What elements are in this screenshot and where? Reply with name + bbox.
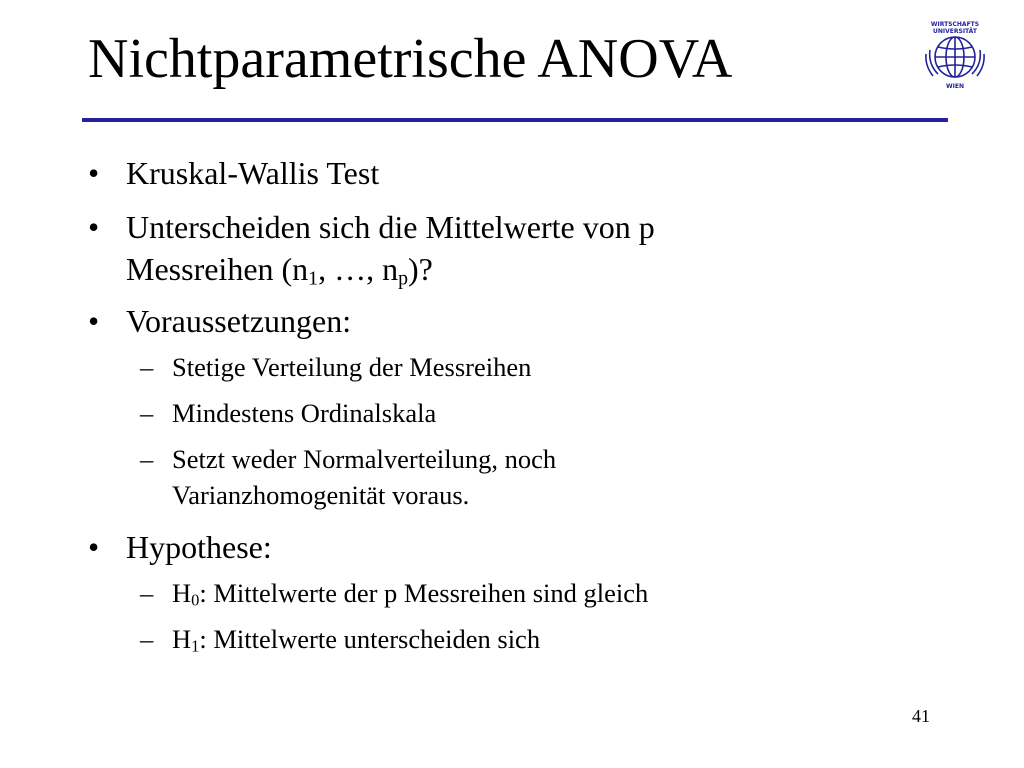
bullet-text-line-1: Unterscheiden sich die Mittelwerte von p — [126, 209, 655, 245]
slide-title: Nichtparametrische ANOVA — [88, 28, 733, 90]
bullet-text: Voraussetzungen: — [126, 303, 352, 339]
dash-marker: – — [140, 398, 154, 428]
sub-bullet-text: Stetige Verteilung der Messreihen — [172, 352, 532, 382]
sub-bullet-text: Mindestens Ordinalskala — [172, 398, 437, 428]
hypothesis-h0-text: $H_0$: Mittelwerte der p Messreihen sind gleich — [172, 578, 649, 610]
university-globe-logo-icon — [920, 20, 990, 90]
dash-marker: – — [140, 578, 154, 608]
svg-text:WIRTSCHAFTS: WIRTSCHAFTS — [930, 21, 980, 28]
bullet-marker: • — [88, 529, 100, 565]
bullet-text-line-2: Messreihen ($n_1$, …, $n_p$)? — [126, 251, 433, 290]
bullet-marker: • — [88, 303, 100, 339]
dash-marker: – — [140, 624, 154, 654]
sub-bullet-text-line-2: Varianzhomogenität voraus. — [172, 480, 470, 510]
dash-marker: – — [140, 352, 154, 382]
sub-bullet-text-line-1: Setzt weder Normalverteilung, noch — [172, 444, 557, 474]
hypothesis-h1-text: $H_1$: Mittelwerte unterscheiden sich — [172, 624, 541, 656]
title-underline — [82, 118, 948, 122]
bullet-text: Kruskal-Wallis Test — [126, 155, 380, 191]
dash-marker: – — [140, 444, 154, 474]
svg-text:UNIVERSITÄT: UNIVERSITÄT — [933, 28, 977, 35]
bullet-marker: • — [88, 155, 100, 191]
bullet-text: Hypothese: — [126, 529, 272, 565]
svg-text:WIEN: WIEN — [946, 83, 964, 90]
bullet-marker: • — [88, 209, 100, 245]
page-number: 41 — [912, 706, 930, 726]
